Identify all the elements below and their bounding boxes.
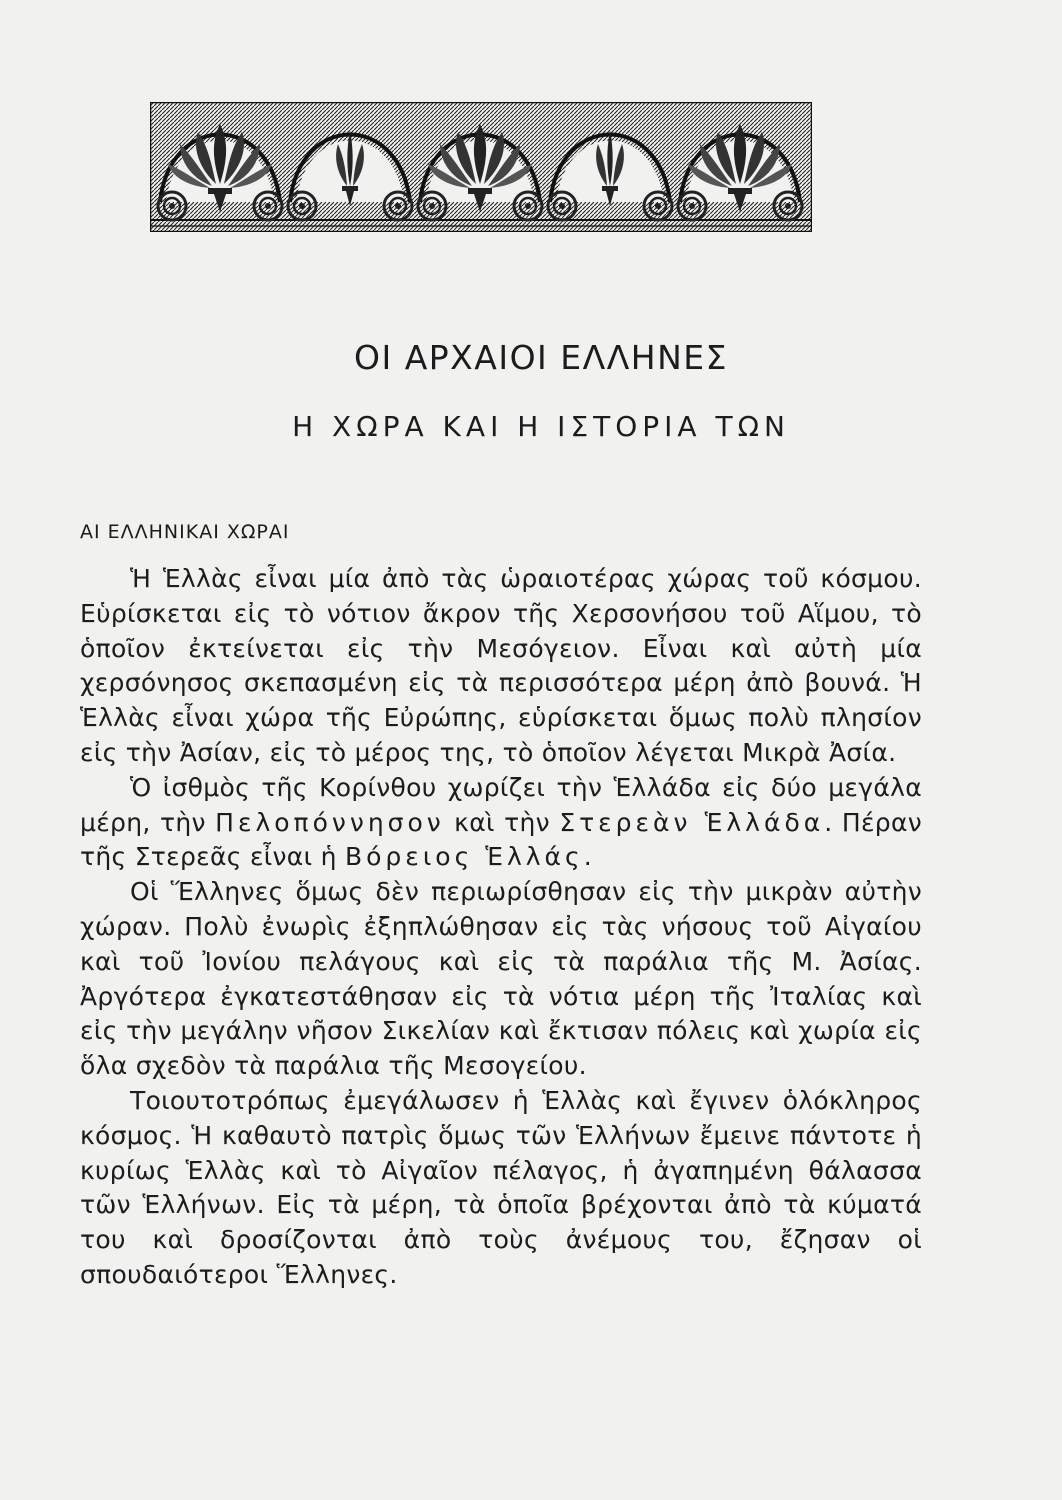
page-subtitle: Η ΧΩΡΑ ΚΑΙ Η ΙΣΤΟΡΙΑ ΤΩΝ [292, 410, 790, 443]
term-peloponnese: Πελοπόννησον [215, 807, 445, 837]
section-heading: ΑΙ ΕΛΛΗΝΙΚΑΙ ΧΩΡΑΙ [80, 521, 290, 543]
paragraph-3: Οἱ Ἕλληνες ὅμως δὲν περιωρίσθησαν εἰς τὴν μικρὰν αὐτὴν χώραν. Πολὺ ἐνωρὶς ἐξηπλώθησαν εἰς τὰς νήσους τοῦ Αἰγαίου καὶ τοῦ Ἰονίου πελάγους καὶ εἰς τὰ παράλια τῆς Μ. Ἀσίας. Ἀργότερα ἐγκατεστάθησαν εἰς τὰ νότια μέρη τῆς Ἰταλίας καὶ εἰς τὴν μεγάλην νῆσον Σικελίαν καὶ ἔκτισαν πόλεις καὶ χωρία εἰς ὅλα σχεδὸν τὰ παράλια τῆς Μεσογείου. [80, 877, 922, 1081]
term-voreios-ellas: Βόρειος Ἑλλάς [344, 842, 584, 872]
page-title: ΟΙ ΑΡΧΑΙΟΙ ΕΛΛΗΝΕΣ [354, 338, 728, 377]
paragraph-1: Ἡ Ἑλλὰς εἶναι μία ἀπὸ τὰς ὡραιοτέρας χώρας τοῦ κόσμου. Εὑρίσκεται εἰς τὸ νότιον ἄκρον τῆς Χερσονήσου τοῦ Αἵμου, τὸ ὁποῖον ἐκτείνεται εἰς τὴν Μεσόγειον. Εἶναι καὶ αὐτὴ μία χερσόνησος σκεπασμένη εἰς τὰ περισσότερα μέρη ἀπὸ βουνά. Ἡ Ἑλλὰς εἶναι χώρα τῆς Εὐρώπης, εὑρίσκεται ὅμως πολὺ πλησίον εἰς τὴν Ἀσίαν, εἰς τὸ μέρος της, τὸ ὁποῖον λέγεται Μικρὰ Ἀσία. [80, 564, 922, 767]
paragraph-2-part4: . [583, 842, 592, 872]
paragraph-2 [80, 771, 922, 875]
paragraph-2-part3: . Πέραν τῆς Στερεᾶς εἶναι ἡ [80, 807, 922, 872]
body-text [80, 562, 922, 1293]
paragraph-2-part2: καὶ τὴν [444, 807, 560, 837]
paragraph-2-part1: Ὁ ἰσθμὸς τῆς Κορίνθου χωρίζει τὴν Ἑλλάδα εἰς δύο μεγάλα μέρη, τὴν [80, 772, 922, 837]
term-sterea-ellada: Στερεὰν Ἑλλάδα [559, 807, 825, 837]
paragraph-4: Τοιουτοτρόπως ἐμεγάλωσεν ἡ Ἑλλὰς καὶ ἔγινεν ὁλόκληρος κόσμος. Ἡ καθαυτὸ πατρὶς ὅμως τῶν Ἑλλήνων ἔμεινε πάντοτε ἡ κυρίως Ἑλλὰς καὶ τὸ Αἰγαῖον πέλαγος, ἡ ἀγαπημένη θάλασσα τῶν Ἑλλήνων. Εἰς τὰ μέρη, τὰ ὁποῖα βρέχονται ἀπὸ τὰ κύματά του καὶ δροσίζονται ἀπὸ τοὺς ἀνέμους του, ἔζησαν οἱ σπουδαιότεροι Ἕλληνες. [80, 1085, 922, 1289]
anthemion-palmette-frieze-icon [150, 102, 812, 232]
